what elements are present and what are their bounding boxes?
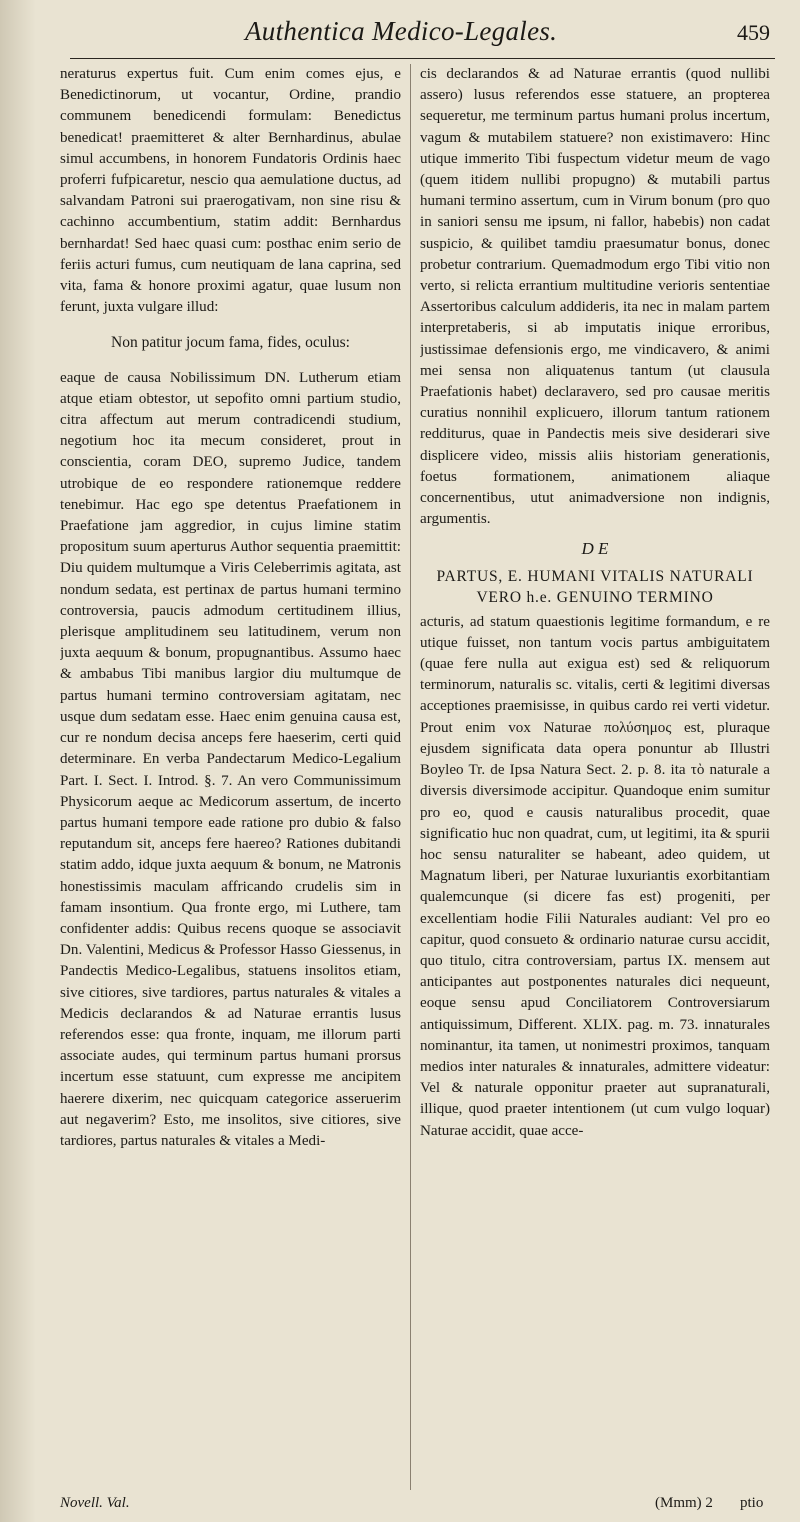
left-column bbox=[60, 64, 401, 1494]
binding-shadow bbox=[0, 0, 36, 1522]
signature-mark: (Mmm) 2 bbox=[655, 1495, 713, 1511]
verse-quotation: Non patitur jocum fama, fides, oculus: bbox=[111, 334, 350, 352]
header-rule bbox=[70, 58, 775, 59]
right-paragraph-1: cis declarandos & ad Naturae errantis (quod nullibi assero) lusus referendos esse statuere, an propterea sequeretur, me terminum partus humani prolus incertum, vagum & mutabilem statuere? non existimavero: Hinc utique immerito Tibi fuspectum videtur meum de vago (quem itidem nullibi propugno) & mutabili partus humani termino assertum, cum in Virum bonum (pro quo in saniori sensu me ipsum, ni fallor, habebis) non cadat suspicio, & quilibet tamdiu praesumatur bonus, donec probetur contrarium. Quemadmodum ergo Tibi vitio non verto, si relicta errantium multitudine verioris sententiae Assertoribus calculum addideris, ita nec in malam partem interpretaberis, si ab imputatis inique erroribus, justissimae defensionis ergo, me vindicavero, & animi mei sensa non aliquatenus tantum (ut clausula Praefationis habet) declaravero, sed pro causae meritis curatius nonnihil explicuero, illorum tantum rationem redditurus, quae in Pandectis meis sive desiderari sive displicere video, missis aliis historiam generationis, foetus formationem, animationem aliaque concernentibus, utut animadversione non indignis, argumentis. bbox=[420, 66, 770, 528]
left-paragraph-2: eaque de causa Nobilissimum DN. Lutherum etiam atque etiam obtestor, ut sepofito omni partium studio, citra affectum aut merum contradicendi studium, negotium hoc ita mecum consideret, prout in conscientia, coram DEO, supremo Judice, tandem utrobique de eo respondere rationemque reddere tenebimur. Hac ego spe detentus Praefationem in Praefatione jam aggredior, in cujus limine statim propositum suum aperturus Author sequentia praemittit: Diu quidem multumque a Viris Celeberrimis agitata, ast nondum sedata, est pertinax de partus humani termino controversia, paucis admodum certitudinem illius, plerisque amplitudinem seu latitudinem, verum non juxta aequum & bonum, propugnantibus. Assumo haec & ambabus Tibi manibus largior diu multumque de partus humani termino controversiam agitatam, nec usque dum sedatam esse. Haec enim genuina causa est, cur re nondum decisa anceps fere haeserim, certi quid determinare. En verba Pandectarum Medico-Legalium Part. I. Sect. I. Introd. §. 7. An vero Communissimum Physicorum aeque ac Medicorum assertum, de incerto partus humani tempore eade ratione pro dubio & falso reputandum sit, anceps fere haereo? Rationes dubitandi statim addo, idque juxta aequum & bonum, ne Matronis honestissimis maculam affricando crudelis sim in famam insontium. Qua fronte ergo, mi Luthere, tam confidenter addis: Quibus recens quoque se associavit Dn. Valentini, Medicus & Professor Hasso Giessenus, in Pandectis Medico-Legalibus, statuens insolitos etiam, sive citiores, sive tardiores, partus naturales & vitales a Medicis declarandos & ad Naturae errantis lusus referendos esse: qua fronte, inquam, me illorum parti associate audes, qui terminum partus humani prorsus incertum esse statuunt, cum expresse me ancipitem haerere dixerim, nec quicquam categorice asseruerim aut negaverim? Esto, me insolitos, sive citiores, sive tardiores, partus naturales & vitales a Medi- bbox=[60, 369, 401, 1149]
running-title: Authentica Medico-Legales. bbox=[245, 16, 558, 46]
left-paragraph-1: neraturus expertus fuit. Cum enim comes ejus, e Benedictinorum, ut vocantur, Ordine, prandio communem benedicendi formulam: Benedictus benedicat! praemitteret & alter Bernhardinus, abulae simul accumbens, in honorem Fundatoris Ordinis haec proferri fufpicaretur, nescio qua aemulatione ductus, ad salvandam Patroni sui praerogativam, non sine risu & cachinno accumbentium, statim addit: Bernhardus bernhardat! Sed haec quasi cum: posthac enim serio de feriis acturi fumus, cum neutiquam de lana caprina, sed vita, fama & honore proximi agatur, quae lusum non ferunt, juxta vulgare illud: bbox=[60, 66, 401, 316]
catchword: ptio bbox=[740, 1495, 764, 1511]
section-title: D E bbox=[581, 539, 609, 559]
right-column bbox=[420, 64, 770, 1494]
running-head bbox=[0, 8, 800, 52]
right-paragraph-2: acturis, ad statum quaestionis legitime formandum, e re utique fuisset, non tantum vocis partus ambiguitatem (quae fere nulla aut exigua est) sed & reliquorum terminorum, naturalis sc. vitalis, certi & legitimi diversas acceptiones praemisisse, in quibus cardo rei verti videtur. Prout enim vox Naturae πολύσημος est, pluraque ejusdem significata data opera ponuntur ab Illustri Boyleo Tr. de Ipsa Natura Sect. 2. p. 8. ita τὸ naturale a diversis diversimode accipitur. Quandoque enim sumitur pro eo, quod e causis naturalibus procedit, quae significatio huc non quadrat, cum, ut legitimi, ita & spurii hoc sensu naturaliter se habeant, adeo quidem, ut Magnatum liberi, per Naturae luxuriantis exorbitantiam qualemcunque (si dicere fas est) progeniti, per excellentiam hodie Filii Naturales audiant: Vel pro eo capitur, quod consueto & ordinario naturae cursu accidit, quo titulo, citra controversiam, partus IX. mensem aut anticipantes aut postponentes naturales dici nequeunt, eoque sensu apud Conciliatorem Controversiarum antiquissimum, Different. XLIX. pag. m. 73. innaturales nominantur, ita tamen, ut nonimestri proximos, tanquam medios inter naturales & innaturales, admittere videatur: Vel & naturale opponitur praeter aut supranaturali, illique, quod praeter intentionem (ut cum vulgo loquar) Naturae accidit, quae acce- bbox=[420, 613, 770, 1139]
volume-note: Novell. Val. bbox=[60, 1495, 130, 1511]
page-number: 459 bbox=[737, 20, 770, 45]
section-heading bbox=[420, 538, 770, 607]
column-divider bbox=[410, 64, 411, 1490]
section-subtitle: PARTUS, E. HUMANI VITALIS NATURALI VERO h.e. GENUINO TERMINO bbox=[436, 567, 754, 606]
